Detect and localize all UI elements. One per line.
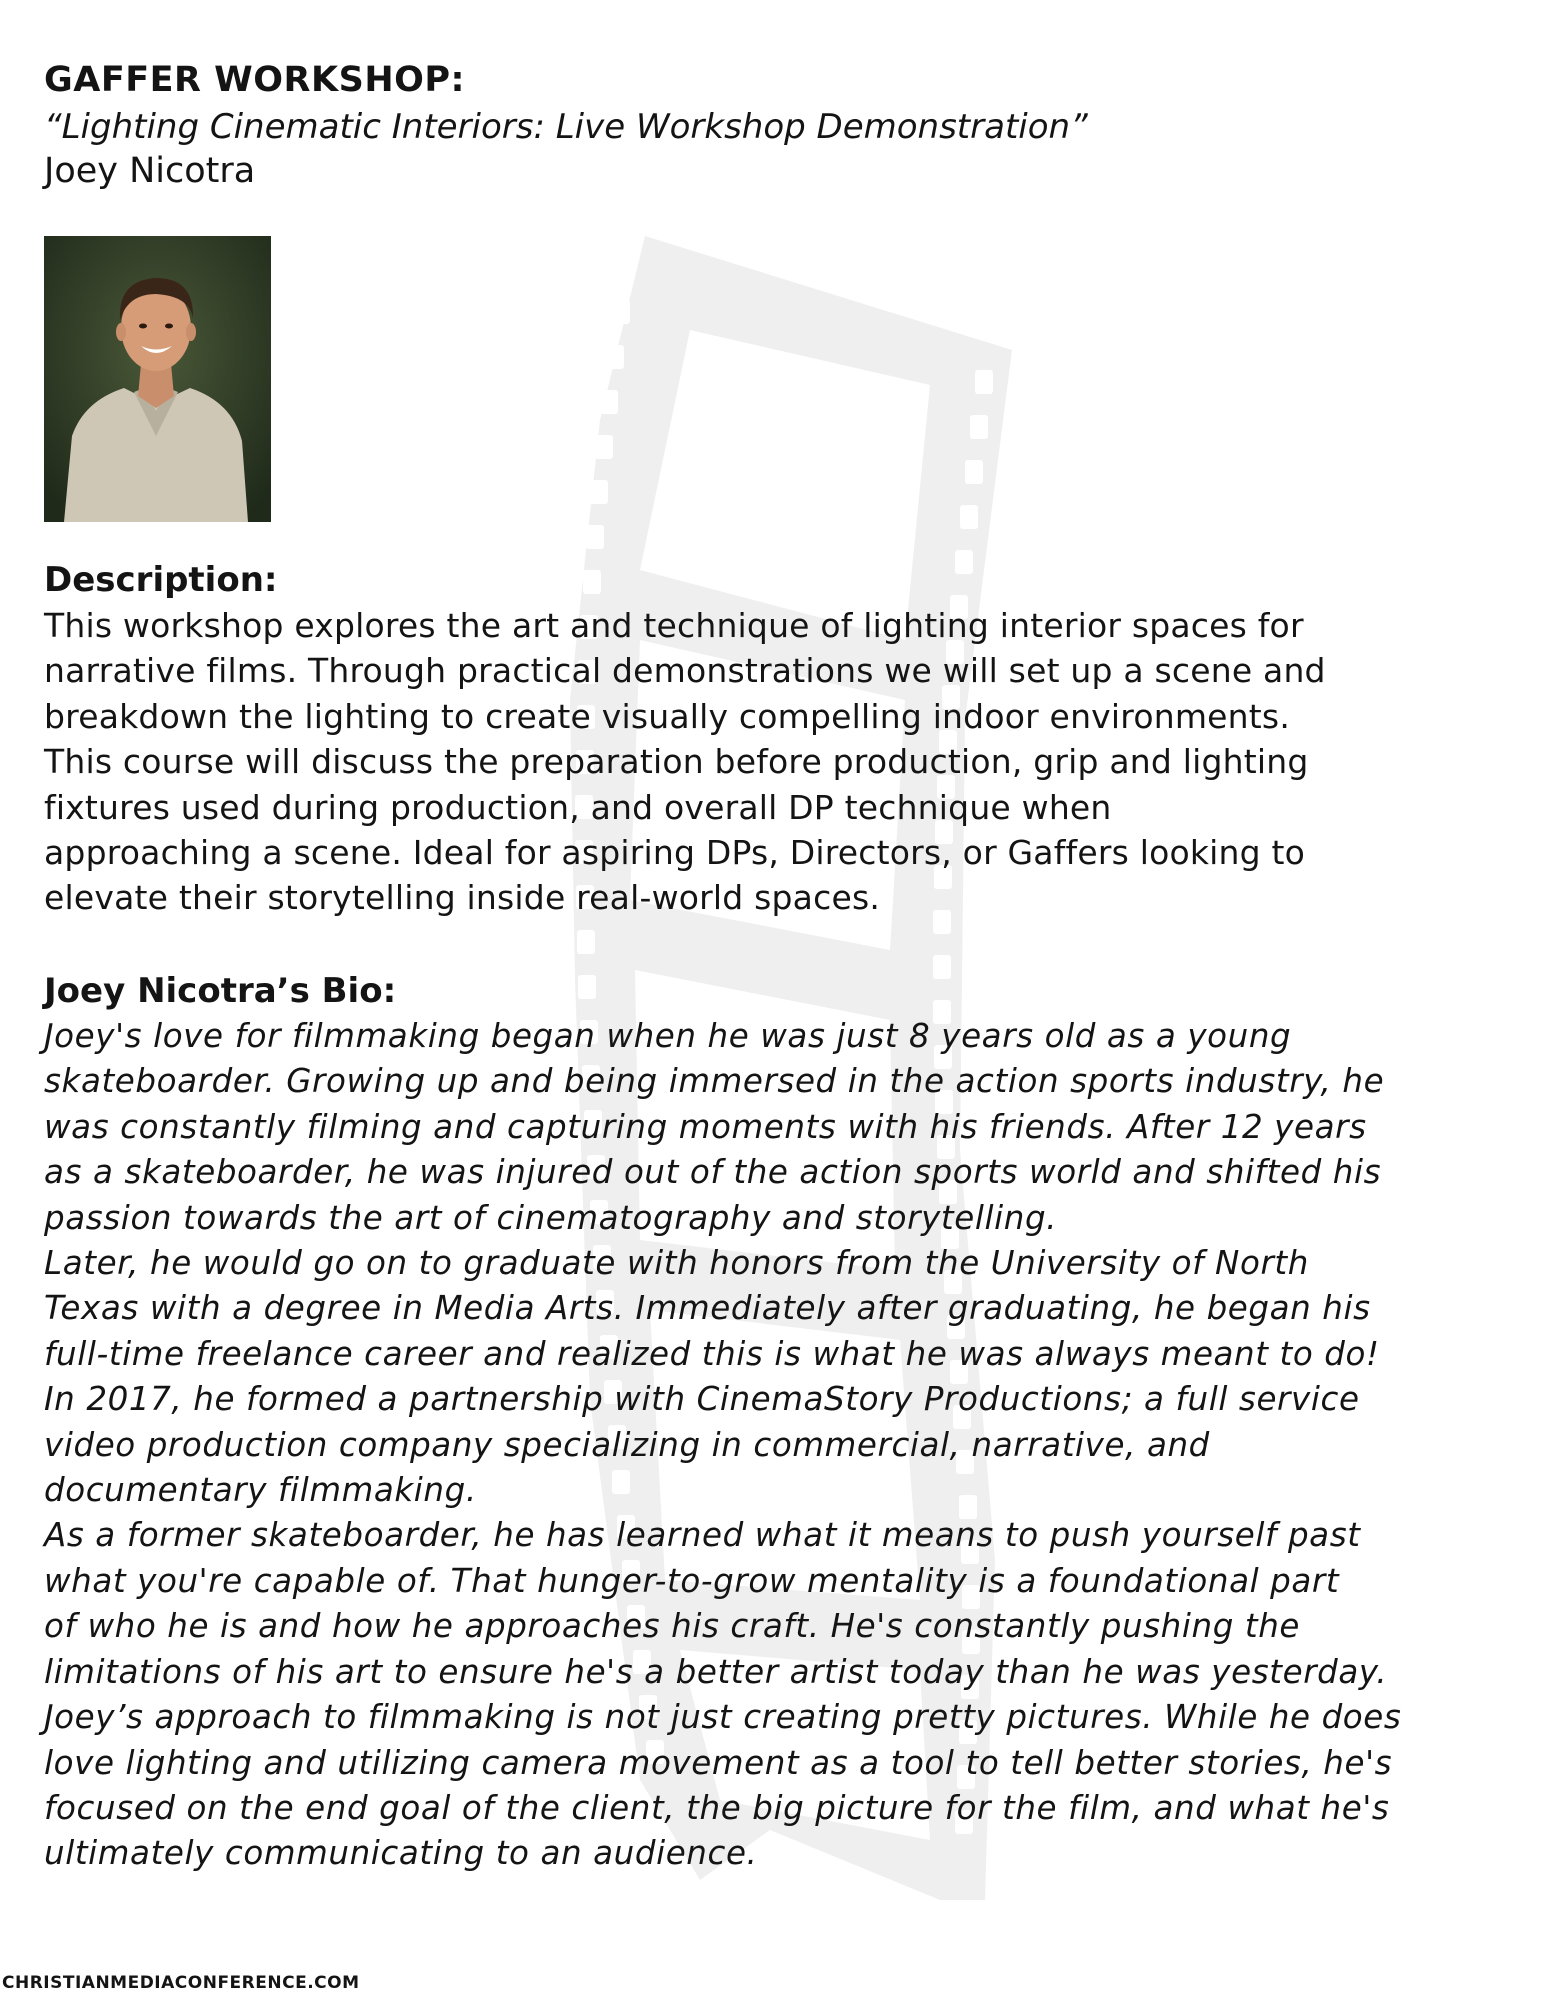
- bio-heading: Joey Nicotra’s Bio:: [44, 971, 397, 1011]
- workshop-title: GAFFER WORKSHOP:: [44, 60, 466, 100]
- presenter-photo: [44, 236, 271, 522]
- workshop-subtitle: “Lighting Cinematic Interiors: Live Workshop Demonstration”: [44, 107, 1088, 147]
- bio-text: Joey's love for filmmaking began when he was just 8 years old as a young skateboarder. Growing up and being immersed in the action sports industry, he was constantly filming and capturing moments with his friends. After 12 years as a skateboarder, he was injured out of the action sports world and shifted his passion towards the art of cinematography and storytelling. Later, he would go on to graduate with honors from the University of North Texas with a degree in Media Arts. Immediately after graduating, he began his full-time freelance career and realized this is what he was always meant to do! In 2017, he formed a partnership with CinemaStory Productions; a full service video production company specializing in commercial, narrative, and documentary filmmaking. As a former skateboarder, he has learned what it means to push yourself past what you're capable of. That hunger-to-grow mentality is a foundational part of who he is and how he approaches his craft. He's constantly pushing the limitations of his art to ensure he's a better artist today than he was yesterday. Joey’s approach to filmmaking is not just creating pretty pictures. While he does love lighting and utilizing camera movement as a tool to tell better stories, he's focused on the end goal of the client, the big picture for the film, and what he's ultimately communicating to an audience.: [44, 1017, 1402, 1873]
- footer-website: CHRISTIANMEDIACONFERENCE.COM: [2, 1973, 360, 1993]
- description-heading: Description:: [44, 560, 278, 600]
- description-text: This workshop explores the art and technique of lighting interior spaces for narrative films. Through practical demonstrations we will set up a scene and breakdown the lighting to create visually compelling indoor environments. This course will discuss the preparation before production, grip and lighting fixtures used during production, and overall DP technique when approaching a scene. Ideal for aspiring DPs, Directors, or Gaffers looking to elevate their storytelling inside real-world spaces.: [44, 606, 1326, 918]
- presenter-name: Joey Nicotra: [44, 151, 256, 191]
